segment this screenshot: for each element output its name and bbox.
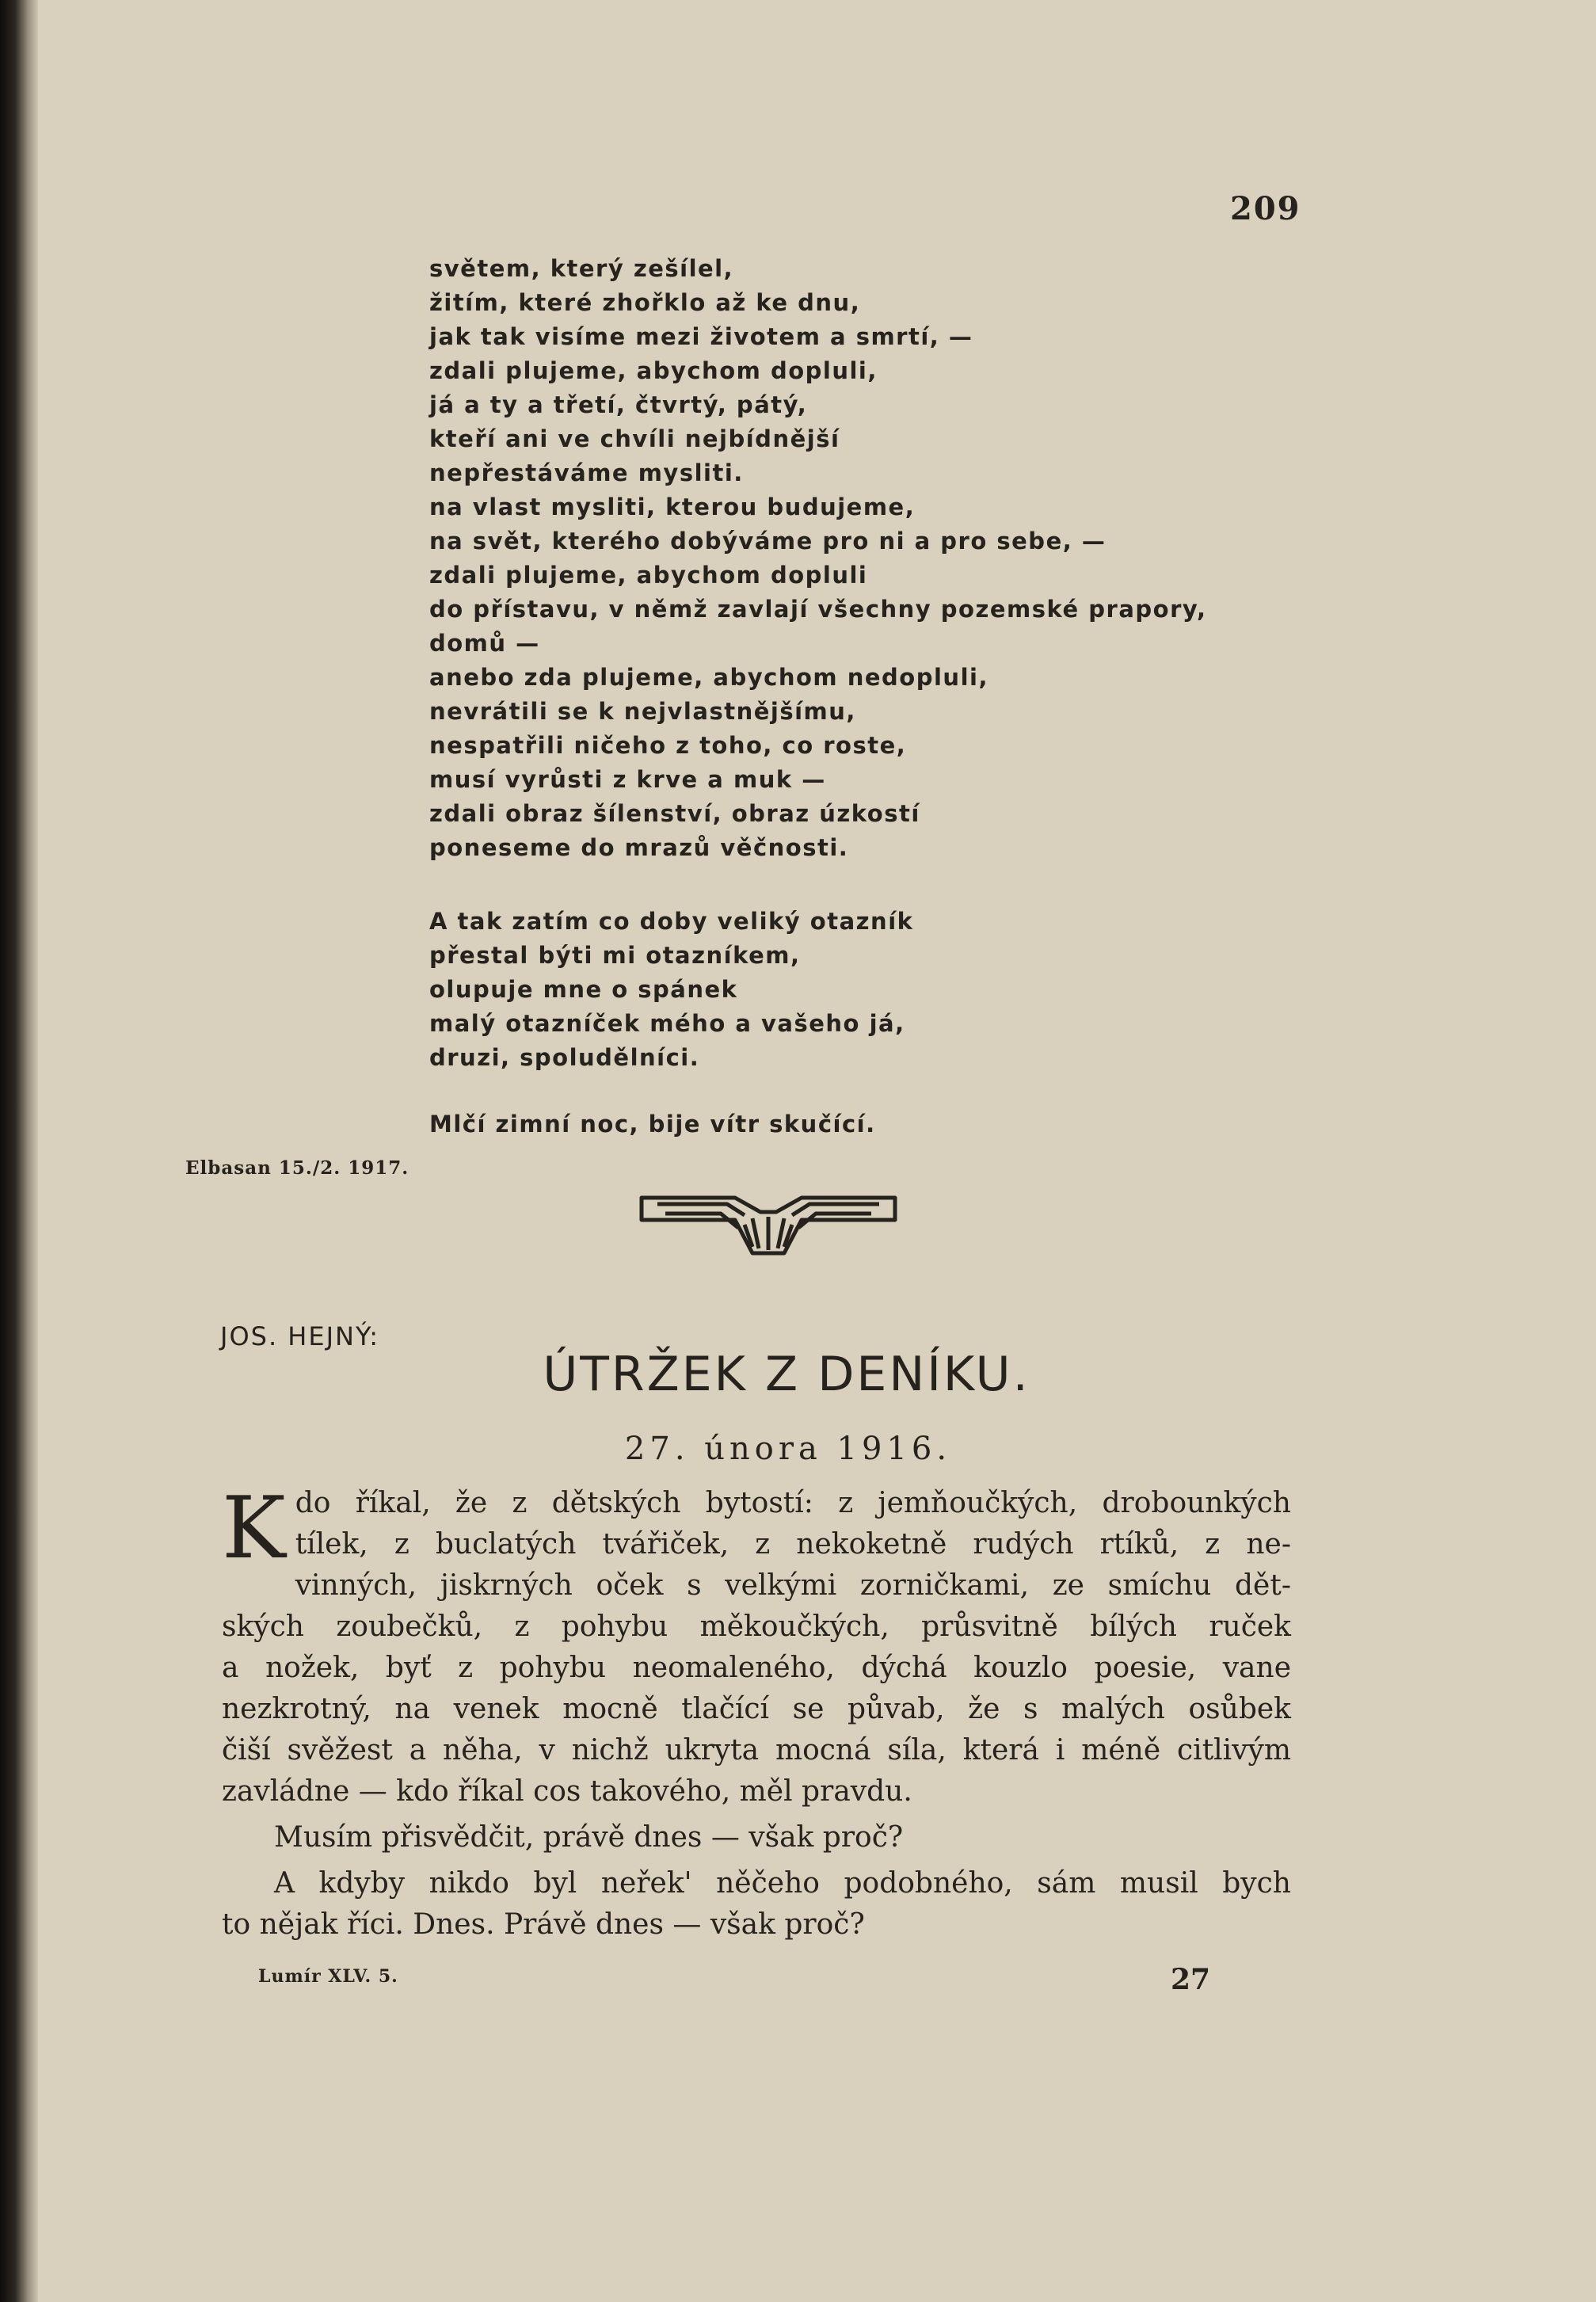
poem-line: zdali plujeme, abychom dopluli, [429, 357, 878, 384]
poem-line: poneseme do mrazů věčnosti. [429, 834, 849, 861]
prose-line: vinných, jiskrných oček s velkými zorničkami, ze smíchu dět- [295, 1569, 1291, 1602]
poem-stanza-1 [429, 252, 1207, 865]
ornament-vignette-icon [634, 1180, 903, 1267]
poem-line: zdali plujeme, abychom dopluli [429, 562, 868, 589]
article-dateline: 27. února 1916. [624, 1431, 952, 1467]
poem-line: světem, který zešílel, [429, 255, 734, 282]
poem-line: Mlčí zimní noc, bije vítr skučící. [429, 1111, 876, 1138]
paragraph-2: Musím přisvědčit, právě dnes — však proč? [274, 1821, 904, 1854]
prose-line: ských zoubečků, z pohybu měkoučkých, průsvitně bílých ruček [222, 1610, 1291, 1643]
poem-stanza-3 [429, 1107, 876, 1141]
article-body [222, 1479, 1291, 1946]
paragraph-1 [222, 1479, 1291, 1812]
poem-line: olupuje mne o spánek [429, 976, 738, 1003]
prose-line: tílek, z buclatých tvářiček, z nekoketně rudých rtíků, z ne- [295, 1528, 1291, 1561]
paragraph-3 [222, 1863, 1291, 1946]
article-title: ÚTRŽEK Z DENÍKU. [543, 1347, 1030, 1402]
prose-line: nezkrotný, na venek mocně tlačící se půvab, že s malých osůbek [222, 1693, 1291, 1725]
poem-line: nespatřili ničeho z toho, co roste, [429, 732, 907, 759]
poem-line: žitím, které zhořklo až ke dnu, [429, 289, 861, 316]
poem-line: do přístavu, v němž zavlají všechny pozemské prapory, [429, 596, 1207, 623]
poem-line: domů — [429, 630, 540, 657]
poem-line: kteří ani ve chvíli nejbídnější [429, 425, 840, 452]
poem-line: jak tak visíme mezi životem a smrtí, — [429, 323, 973, 350]
poem-place-date: Elbasan 15./2. 1917. [185, 1157, 409, 1179]
poem-stanza-2 [429, 905, 913, 1075]
poem-line: A tak zatím co doby veliký otazník [429, 908, 914, 935]
prose-line: zavládne — kdo říkal cos takového, měl pravdu. [222, 1775, 912, 1808]
prose-line: A kdyby nikdo byl neřek' něčeho podobného, sám musil bych [274, 1867, 1291, 1900]
poem-line: druzi, spoludělníci. [429, 1044, 700, 1071]
poem-line: na svět, kterého dobýváme pro ni a pro sebe, — [429, 528, 1107, 555]
poem-line: malý otazníček mého a vašeho já, [429, 1010, 905, 1037]
prose-line: do říkal, že z dětských bytostí: z jemňoučkých, drobounkých [295, 1487, 1291, 1519]
prose-line: čiší svěžest a něha, v nichž ukryta mocná síla, která i méně citlivým [222, 1734, 1291, 1767]
footer-signature: Lumír XLV. 5. [258, 1966, 398, 1987]
poem-line: anebo zda plujeme, abychom nedopluli, [429, 664, 988, 691]
page-number: 209 [1230, 190, 1301, 227]
poem-line: zdali obraz šílenství, obraz úzkostí [429, 800, 920, 827]
article-author: JOS. HEJNÝ: [220, 1321, 380, 1351]
poem-line: na vlast mysliti, kterou budujeme, [429, 494, 916, 520]
poem-line: já a ty a třetí, čtvrtý, pátý, [429, 391, 808, 418]
drop-cap: K [222, 1479, 286, 1578]
prose-line: a nožek, byť z pohybu neomaleného, dýchá kouzlo poesie, vane [222, 1652, 1291, 1684]
prose-line: to nějak říci. Dnes. Právě dnes — však proč? [222, 1908, 865, 1941]
poem-line: musí vyrůsti z krve a muk — [429, 766, 826, 793]
poem-line: nepřestáváme mysliti. [429, 459, 744, 486]
poem-line: nevrátili se k nejvlastnějšímu, [429, 698, 856, 725]
footer-sheet-number: 27 [1171, 1963, 1211, 1996]
book-binding-edge [0, 0, 38, 2302]
poem-line: přestal býti mi otazníkem, [429, 942, 801, 969]
